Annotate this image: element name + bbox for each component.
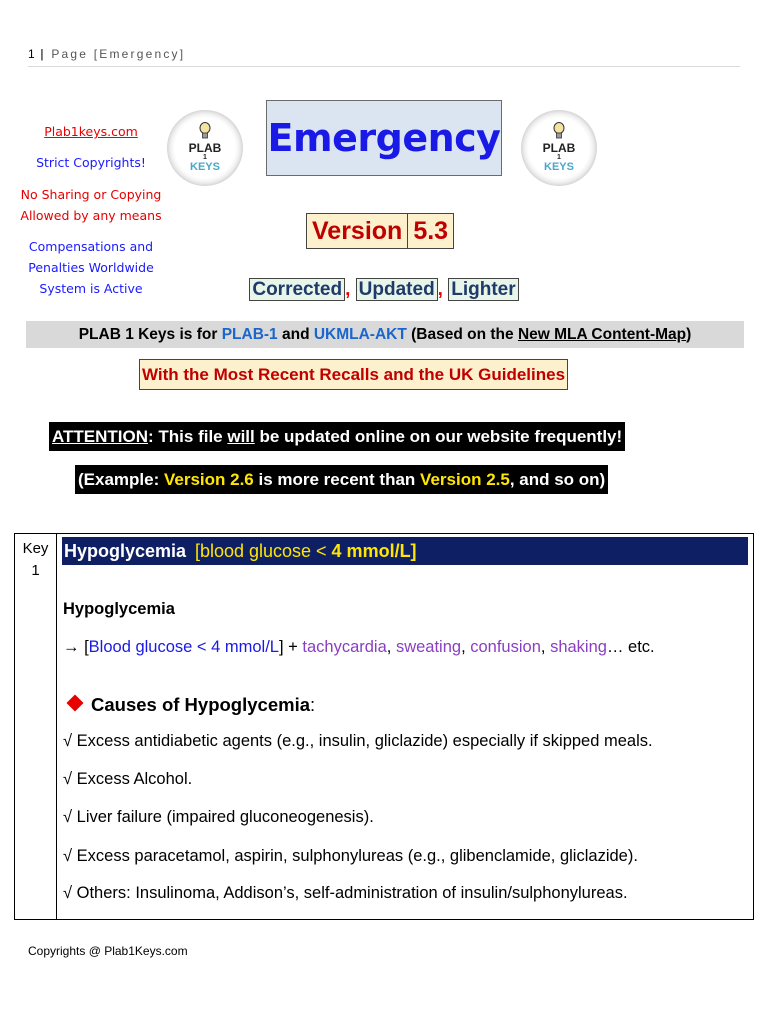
causes-heading-text: Causes of Hypoglycemia xyxy=(91,694,310,715)
no-sharing-line: No Sharing or Copying xyxy=(20,187,162,202)
plab1keys-logo xyxy=(167,110,243,186)
compensation-line: System is Active xyxy=(39,281,143,296)
status-comma: , xyxy=(437,279,443,300)
key-definition xyxy=(63,638,655,657)
ukmla-label: UKMLA-AKT xyxy=(313,326,407,343)
attention-text: : This file xyxy=(148,427,228,446)
plab-text: (Based on the xyxy=(406,326,518,343)
example-version-old: Version 2.5 xyxy=(420,470,510,489)
plab1keys-logo xyxy=(521,110,597,186)
content-map-label: New MLA Content-Map xyxy=(517,326,687,343)
causes-colon: : xyxy=(310,694,316,715)
attention-banner xyxy=(49,422,625,451)
definition-plus: ] + xyxy=(279,638,303,656)
version-number: 5.3 xyxy=(407,214,453,248)
header-text: Page [Emergency] xyxy=(51,47,186,61)
lightbulb-icon xyxy=(198,122,212,140)
example-text: , and so on) xyxy=(509,470,606,489)
causes-heading xyxy=(63,694,315,716)
plab1-label: PLAB-1 xyxy=(221,326,278,343)
symptom: confusion xyxy=(470,638,541,656)
page-footer: Copyrights @ Plab1Keys.com xyxy=(28,944,188,958)
key-number-cell xyxy=(15,534,57,919)
cause-item: √ Excess antidiabetic agents (e.g., insulin, gliclazide) especially if skipped meals. xyxy=(63,732,653,750)
document-title: Emergency xyxy=(267,116,501,160)
logo-text-keys: KEYS xyxy=(190,161,220,173)
status-row xyxy=(0,279,768,301)
example-text: is more recent than xyxy=(253,470,421,489)
symptom: shaking xyxy=(550,638,607,656)
definition-arrow: → [ xyxy=(63,638,89,656)
example-version-new: Version 2.6 xyxy=(163,470,254,489)
cause-item: √ Excess paracetamol, aspirin, sulphonylureas (e.g., glibenclamide, gliclazide). xyxy=(63,847,638,865)
definition-end: … etc. xyxy=(606,638,655,656)
logo-text-keys: KEYS xyxy=(544,161,574,173)
logo-text-plab: PLAB xyxy=(542,141,576,155)
plab-text: and xyxy=(277,326,314,343)
plab-text: PLAB 1 Keys is for xyxy=(78,326,222,343)
example-banner xyxy=(75,465,608,494)
cause-item: √ Excess Alcohol. xyxy=(63,770,193,788)
recalls-banner: With the Most Recent Recalls and the UK Guidelines xyxy=(139,359,568,390)
logo-text-one: 1 xyxy=(203,154,207,161)
status-corrected: Corrected xyxy=(249,278,345,301)
page-number: 1 xyxy=(28,47,35,61)
compensation-line: Penalties Worldwide xyxy=(28,260,154,275)
symptom: sweating xyxy=(395,638,462,656)
range-value: 4 mmol/L] xyxy=(331,541,417,561)
attention-will: will xyxy=(227,427,255,446)
key-label: Key xyxy=(22,540,49,557)
status-updated: Updated xyxy=(356,278,438,301)
no-sharing-line: Allowed by any means xyxy=(20,208,162,223)
diamond-bullet-icon xyxy=(67,695,84,712)
status-lighter: Lighter xyxy=(448,278,518,301)
example-text: (Example: xyxy=(78,470,164,489)
attention-text: be updated online on our website frequently! xyxy=(254,427,623,446)
status-comma: , xyxy=(345,279,351,300)
site-link[interactable]: Plab1keys.com xyxy=(44,124,138,139)
key-title-bar xyxy=(62,537,748,565)
logo-text-one: 1 xyxy=(557,154,561,161)
key-title: Hypoglycemia xyxy=(64,541,187,561)
header-separator: | xyxy=(40,47,46,61)
lightbulb-icon xyxy=(552,122,566,140)
version-box xyxy=(306,213,454,249)
plab-text: ) xyxy=(686,326,692,343)
definition-glucose: Blood glucose < 4 mmol/L xyxy=(88,638,279,656)
definition-sep: , xyxy=(461,638,471,656)
symptom: tachycardia xyxy=(302,638,387,656)
no-sharing-notice xyxy=(0,184,182,226)
definition-sep: , xyxy=(386,638,396,656)
key-table xyxy=(14,533,754,920)
key-title-range xyxy=(195,541,417,561)
page-header xyxy=(28,47,185,61)
plab-info-line xyxy=(26,321,744,348)
cause-item: √ Others: Insulinoma, Addison’s, self-administration of insulin/sulphonylureas. xyxy=(63,884,628,902)
logo-text-plab: PLAB xyxy=(188,141,222,155)
copyright-notice: Strict Copyrights! xyxy=(36,155,146,170)
key-subtitle: Hypoglycemia xyxy=(63,600,175,618)
key-number: 1 xyxy=(31,562,40,579)
attention-label: ATTENTION xyxy=(52,427,149,446)
definition-sep: , xyxy=(540,638,551,656)
header-divider xyxy=(28,66,740,67)
cause-item: √ Liver failure (impaired gluconeogenesis). xyxy=(63,808,374,826)
version-label: Version xyxy=(312,217,403,245)
document-title-box xyxy=(266,100,502,176)
compensation-line: Compensations and xyxy=(28,239,154,254)
range-prefix: [blood glucose < xyxy=(194,541,332,561)
